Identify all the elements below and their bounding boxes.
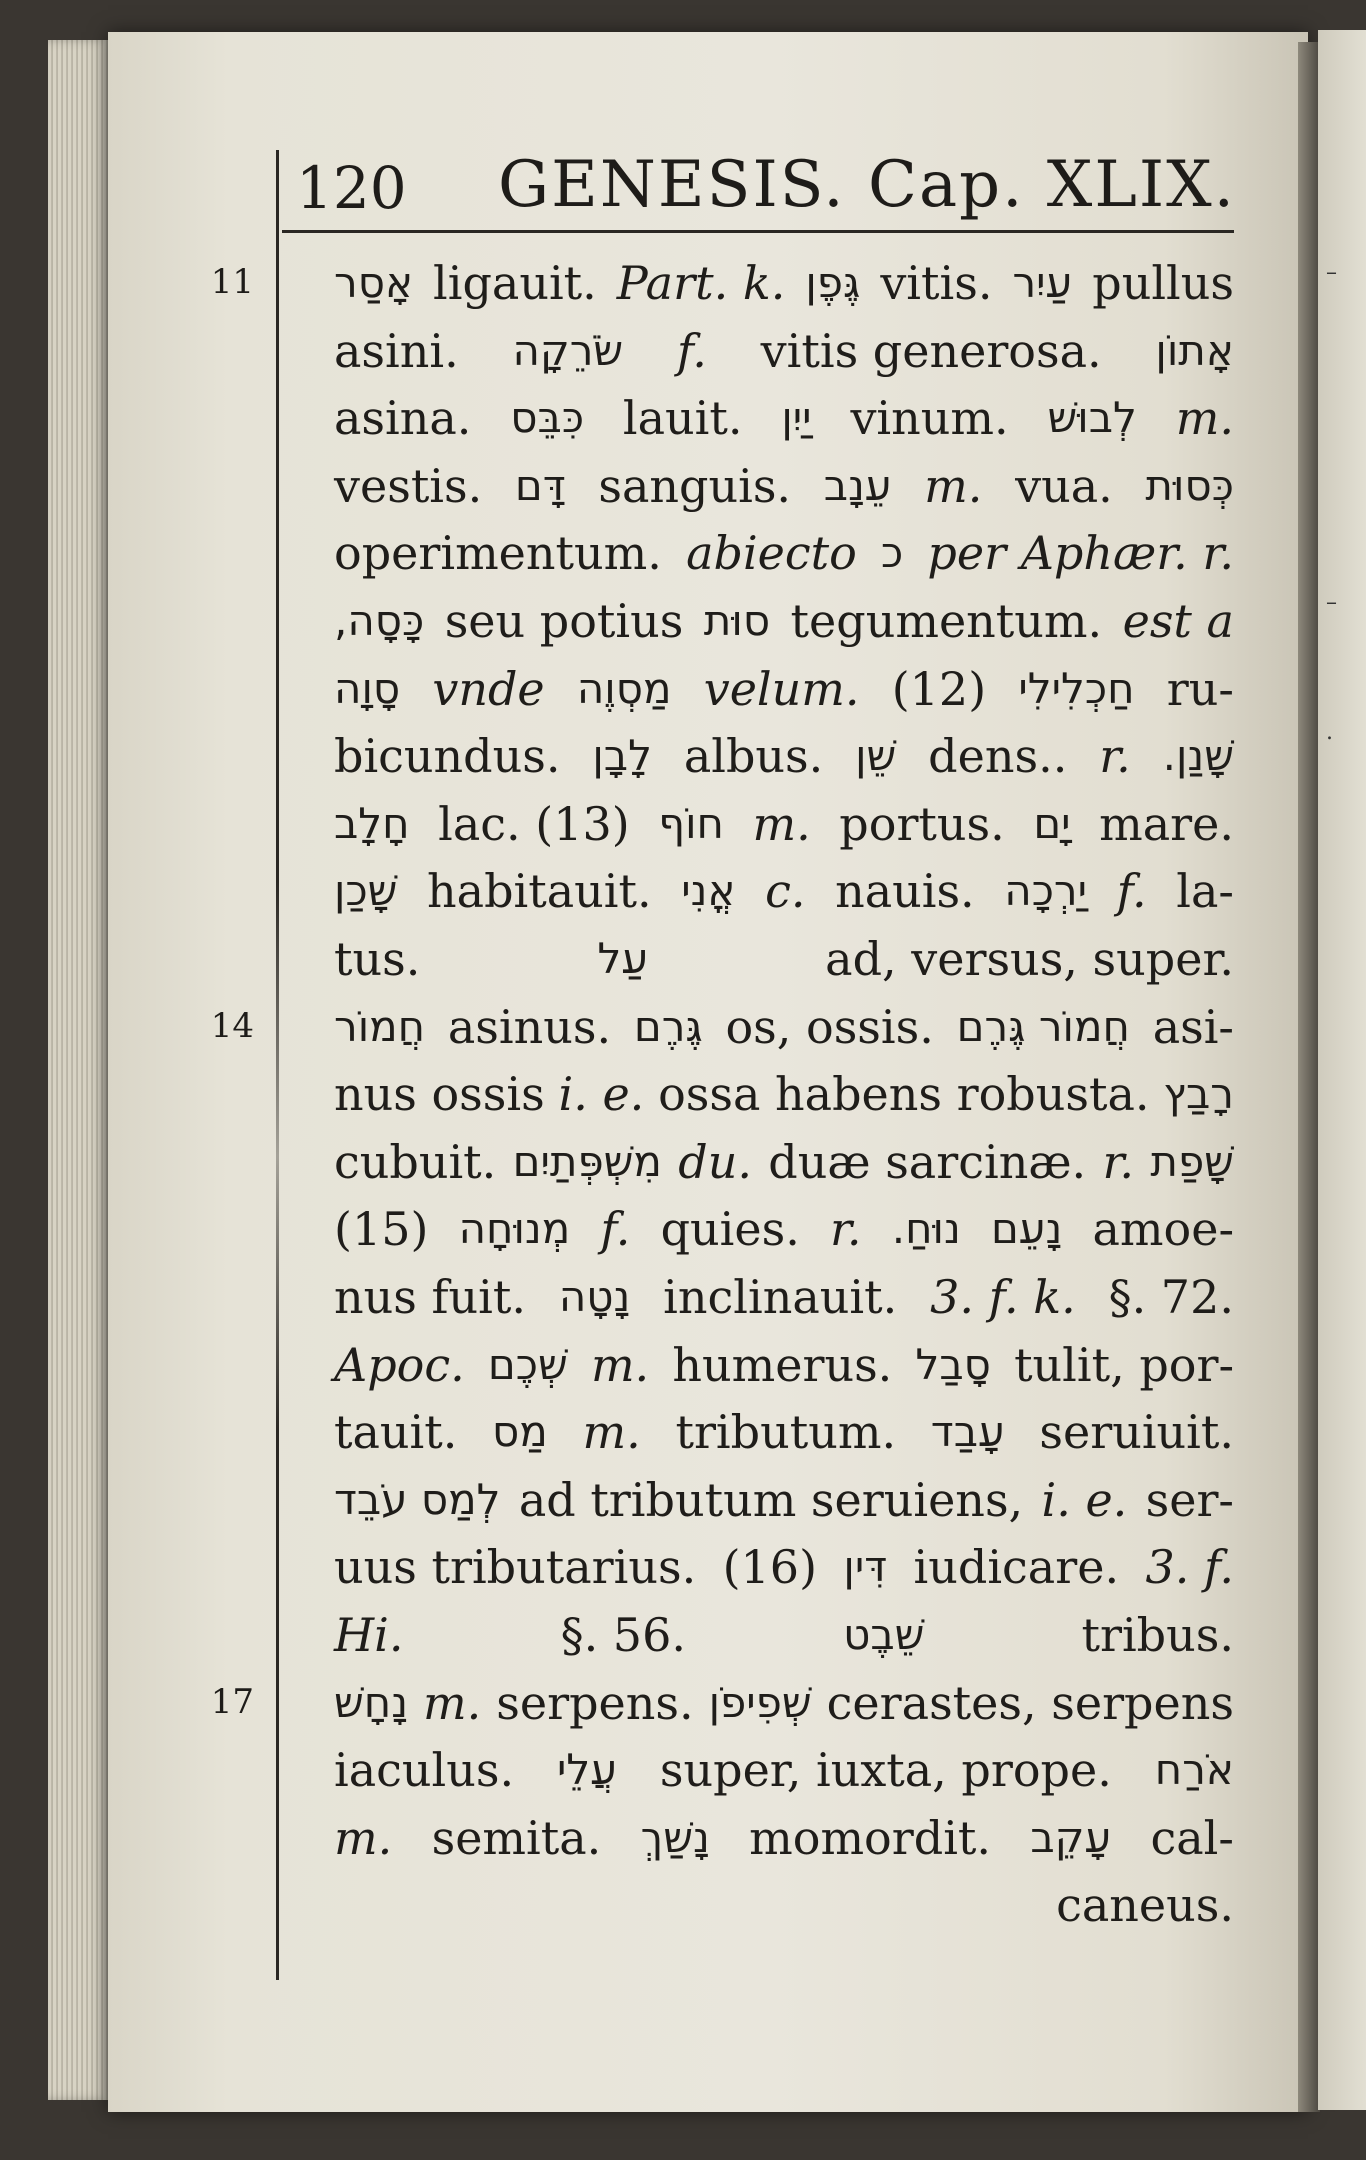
- text-line: [334, 1469, 1234, 1531]
- italic-note: f.: [600, 1202, 631, 1257]
- latin-text: vitis generosa.: [760, 323, 1102, 378]
- hebrew-word: נוּחַ.: [891, 1204, 961, 1254]
- latin-text: asi-: [1152, 999, 1234, 1054]
- italic-note: m.: [1175, 391, 1234, 446]
- italic-note: Part. k.: [616, 256, 786, 310]
- hebrew-word: שֵׁבֶט: [843, 1610, 925, 1659]
- text-line: [334, 996, 1234, 1058]
- italic-note: Apoc.: [334, 1337, 465, 1392]
- hebrew-word: אֳנִי: [681, 866, 736, 916]
- latin-text: nauis.: [835, 864, 975, 919]
- latin-text: tus.: [334, 932, 421, 986]
- italic-note: i. e.: [1041, 1472, 1128, 1527]
- book-gutter: [1298, 42, 1320, 2112]
- hebrew-word: כ: [881, 528, 904, 578]
- hebrew-word: חָלָב: [334, 798, 410, 848]
- hebrew-word: נָטָה: [558, 1272, 631, 1321]
- text-line: [334, 455, 1234, 517]
- hebrew-word: רָבַץ: [1163, 1069, 1234, 1119]
- latin-text: amoe-: [1092, 1202, 1234, 1257]
- hebrew-word: דִּין: [843, 1542, 888, 1592]
- hebrew-word: חֲמוֹר: [334, 1001, 426, 1051]
- latin-text: cerastes, serpens: [826, 1675, 1234, 1730]
- text-line: [334, 1063, 1234, 1125]
- text-line: [334, 1334, 1234, 1396]
- hebrew-word: חוֹף: [658, 798, 724, 848]
- text-line: [334, 860, 1234, 922]
- hebrew-word: אֹרַח: [1154, 1745, 1234, 1795]
- hebrew-word: עֵנָב: [823, 460, 892, 510]
- text-line: [334, 1672, 1234, 1734]
- latin-text: vua.: [1015, 458, 1113, 513]
- italic-note: vnde: [432, 661, 545, 716]
- latin-text: bicundus.: [334, 729, 561, 784]
- latin-text: albus.: [683, 729, 824, 784]
- latin-text: cal-: [1150, 1810, 1234, 1865]
- hebrew-word: גֶּרֶם: [633, 1001, 703, 1051]
- hebrew-word: עָבַד: [930, 1407, 1005, 1457]
- text-line: [334, 1807, 1234, 1869]
- latin-text: (16): [722, 1540, 818, 1595]
- latin-text: ad tributum seruiens,: [518, 1472, 1024, 1527]
- hebrew-word: לָבָן: [592, 731, 652, 781]
- latin-text: inclinauit.: [663, 1270, 898, 1324]
- hebrew-word: עָקֵב: [1030, 1812, 1112, 1862]
- hebrew-word: שְׁכֶם: [487, 1339, 568, 1389]
- hebrew-word: מְנוּחָה: [458, 1204, 571, 1254]
- page-title: GENESIS. Cap. XLIX.: [498, 148, 1236, 222]
- hebrew-word: יַרְכָה: [1004, 866, 1088, 916]
- text-line: [334, 590, 1234, 652]
- latin-text: seu potius: [444, 594, 684, 648]
- hebrew-word: דָּם: [514, 460, 566, 510]
- latin-text: ru-: [1166, 661, 1234, 716]
- italic-note: abiecto: [686, 526, 857, 581]
- latin-text: ad, versus, super.: [825, 932, 1234, 986]
- hebrew-word: כִּבֵּס: [510, 393, 585, 443]
- italic-note: f.: [676, 323, 707, 378]
- hebrew-word: מִשְׁפְּתַיִם: [512, 1136, 662, 1186]
- latin-text: lac. (13): [438, 796, 630, 851]
- hebrew-word: עַל: [597, 934, 649, 983]
- italic-note: m.: [582, 1405, 641, 1460]
- facing-page-edge: [1318, 30, 1366, 2110]
- text-line: [334, 522, 1234, 584]
- latin-text: §. 72.: [1108, 1270, 1234, 1324]
- italic-note: f.: [1116, 864, 1147, 919]
- hebrew-word: יָם: [1033, 798, 1071, 848]
- hebrew-word: אָסַר: [334, 258, 414, 307]
- italic-note: du.: [678, 1134, 752, 1189]
- latin-text: vitis.: [880, 256, 993, 310]
- text-line: [334, 1874, 1234, 1936]
- latin-text: pullus: [1092, 256, 1234, 310]
- hebrew-word: כָּסָה,: [334, 596, 425, 645]
- hebrew-word: שֹׂרֵקָה: [512, 325, 624, 375]
- text-line: [334, 1401, 1234, 1463]
- text-line: [334, 252, 1234, 314]
- text-line: [334, 725, 1234, 787]
- hebrew-word: נָעֵם: [990, 1204, 1063, 1254]
- text-line: [334, 387, 1234, 449]
- italic-note: m.: [924, 458, 983, 513]
- hebrew-word: סָוָה: [334, 663, 401, 713]
- latin-text: iudicare.: [913, 1540, 1120, 1595]
- latin-text: sanguis.: [598, 458, 792, 513]
- italic-note: m.: [423, 1675, 482, 1730]
- italic-note: m.: [590, 1337, 650, 1392]
- latin-text: ser-: [1145, 1472, 1234, 1527]
- latin-text: quies.: [660, 1202, 800, 1257]
- latin-text: nus fuit.: [334, 1270, 526, 1324]
- latin-text: os, ossis.: [725, 999, 934, 1054]
- latin-text: vinum.: [850, 391, 1009, 446]
- text-line: [334, 1604, 1234, 1666]
- italic-note: Hi.: [334, 1608, 404, 1662]
- latin-text: nus ossis: [334, 1067, 545, 1122]
- latin-text: (15): [334, 1202, 429, 1257]
- latin-text: asinus.: [447, 999, 612, 1054]
- hebrew-word: סוּת: [703, 596, 771, 645]
- latin-text: la-: [1176, 864, 1234, 919]
- hebrew-word: חֲמוֹר גֶּרֶם: [956, 1001, 1130, 1051]
- text-line: [334, 793, 1234, 855]
- italic-note: i. e.: [558, 1067, 645, 1122]
- verse-number: 14: [210, 1005, 254, 1046]
- latin-text: tauit.: [334, 1405, 458, 1460]
- hebrew-word: חַכְלִילִי: [1018, 663, 1135, 713]
- hebrew-word: שָׁכַן: [334, 866, 398, 916]
- latin-text: super, iuxta, prope.: [659, 1743, 1112, 1798]
- page-number: 120: [296, 154, 407, 222]
- text-line: [334, 1536, 1234, 1598]
- latin-text: tributum.: [675, 1405, 897, 1460]
- text-line: [334, 320, 1234, 382]
- italic-note: c.: [765, 864, 806, 919]
- italic-note: est a: [1122, 594, 1234, 648]
- latin-text: humerus.: [672, 1337, 893, 1392]
- latin-text: portus.: [839, 796, 1005, 851]
- latin-text: uus tributarius.: [334, 1540, 697, 1595]
- latin-text: tulit, por-: [1014, 1337, 1234, 1392]
- latin-text: asina.: [334, 391, 472, 446]
- hebrew-word: שְׁפִיפֹן: [708, 1677, 812, 1727]
- latin-text: ligauit.: [433, 256, 597, 310]
- latin-text: ossa habens robusta.: [658, 1067, 1150, 1122]
- hebrew-word: עֲלֵי: [557, 1745, 617, 1795]
- italic-note: velum.: [703, 661, 860, 716]
- latin-text: mare.: [1099, 796, 1234, 851]
- verse-number: 11: [210, 262, 254, 302]
- hebrew-word: לְמַס עֹבֵד: [334, 1474, 501, 1524]
- latin-text: lauit.: [622, 391, 743, 446]
- facing-page-mark: .: [1326, 720, 1333, 745]
- hebrew-word: גֶּפֶן: [805, 258, 861, 307]
- latin-text: operimentum.: [334, 526, 662, 581]
- latin-text: duæ sarcinæ.: [768, 1134, 1087, 1189]
- hebrew-word: מַסְוֶה: [576, 663, 672, 713]
- latin-text: seruiuit.: [1039, 1405, 1234, 1460]
- hebrew-word: שָׁפַת: [1150, 1136, 1234, 1186]
- verse-number: 17: [210, 1681, 254, 1722]
- running-head: [296, 140, 1236, 222]
- text-line: [334, 1131, 1234, 1193]
- hebrew-word: אָתוֹן: [1155, 325, 1234, 375]
- latin-text: §. 56.: [560, 1608, 686, 1662]
- hebrew-word: נָשַׁךְ: [640, 1812, 710, 1862]
- hebrew-word: סָבַל: [915, 1339, 991, 1389]
- hebrew-word: כְּסוּת: [1145, 460, 1234, 510]
- hebrew-word: נָחָשׁ: [334, 1677, 409, 1727]
- facing-page-mark: –: [1326, 260, 1337, 285]
- latin-text: semita.: [431, 1810, 602, 1865]
- latin-text: tegumentum.: [790, 594, 1103, 648]
- latin-text: habitauit.: [427, 864, 652, 919]
- hebrew-word: עַיִר: [1012, 258, 1073, 307]
- header-rule: [282, 230, 1234, 233]
- latin-text: dens..: [928, 729, 1068, 784]
- latin-text: momordit.: [749, 1810, 992, 1865]
- text-line: [334, 928, 1234, 990]
- latin-text: tribus.: [1081, 1608, 1234, 1662]
- latin-text: serpens.: [496, 1675, 694, 1730]
- italic-note: 3. f. k.: [930, 1270, 1076, 1324]
- italic-note: per Aphær. r.: [927, 526, 1234, 581]
- text-line: [334, 1739, 1234, 1801]
- hebrew-word: לְבוּשׁ: [1047, 393, 1137, 443]
- italic-note: r.: [830, 1202, 862, 1257]
- hebrew-word: יַיִן: [781, 393, 812, 443]
- latin-text: iaculus.: [334, 1743, 515, 1798]
- latin-text: caneus.: [1056, 1878, 1234, 1933]
- facing-page-mark: –: [1326, 590, 1337, 615]
- italic-note: m.: [334, 1810, 393, 1865]
- latin-text: asini.: [334, 323, 459, 378]
- latin-text: cubuit.: [334, 1134, 497, 1189]
- latin-text: vestis.: [334, 458, 483, 513]
- italic-note: r.: [1099, 729, 1131, 784]
- latin-text: (12): [891, 661, 987, 716]
- text-line: [334, 1266, 1234, 1328]
- page-edges-left: [48, 40, 110, 2100]
- italic-note: 3. f.: [1145, 1540, 1234, 1595]
- italic-note: r.: [1102, 1134, 1135, 1189]
- hebrew-word: מַס: [492, 1407, 548, 1457]
- text-line: [334, 1198, 1234, 1260]
- margin-rule: [276, 150, 279, 1980]
- italic-note: m.: [752, 796, 811, 851]
- hebrew-word: שֵׁן: [855, 731, 897, 781]
- text-line: [334, 658, 1234, 720]
- hebrew-word: שָׁנַן.: [1162, 731, 1234, 781]
